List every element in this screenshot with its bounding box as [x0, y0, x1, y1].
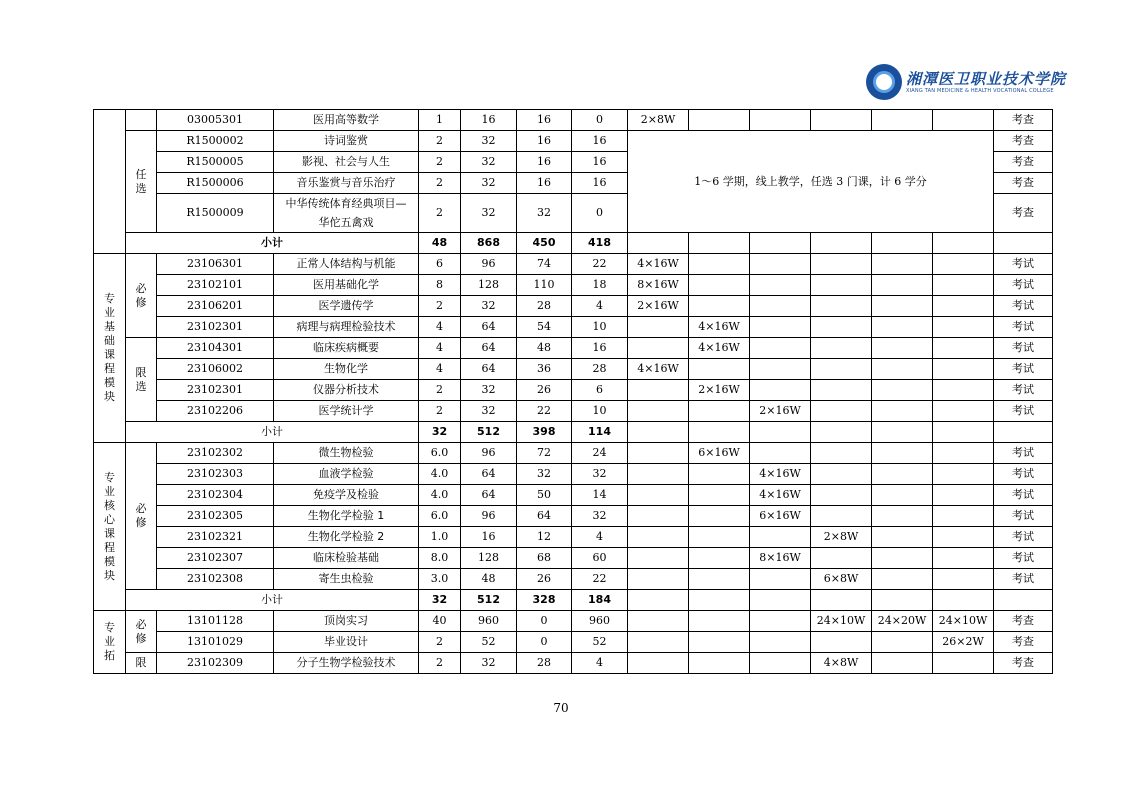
practice-hours: 32	[572, 506, 628, 527]
practice-hours: 960	[572, 611, 628, 632]
assessment: 考试	[994, 317, 1053, 338]
semester-3: 6×16W	[750, 506, 811, 527]
assessment: 考试	[994, 401, 1053, 422]
course-code: 23104301	[157, 338, 274, 359]
theory-hours: 72	[517, 443, 572, 464]
course-name: 影视、社会与人生	[274, 152, 419, 173]
credit: 4.0	[419, 464, 461, 485]
theory-hours: 48	[517, 338, 572, 359]
category-cell	[94, 110, 126, 254]
course-name: 音乐鉴赏与音乐治疗	[274, 173, 419, 194]
group-cell: 限	[126, 653, 157, 674]
course-code: 23102303	[157, 464, 274, 485]
college-name-en: XIANG TAN MEDICINE & HEALTH VOCATIONAL COLLEGE	[906, 87, 1054, 94]
credit: 2	[419, 173, 461, 194]
assessment: 考试	[994, 506, 1053, 527]
course-code: 23102301	[157, 380, 274, 401]
semester-4: 4×8W	[811, 653, 872, 674]
course-code: R1500009	[157, 194, 274, 233]
assessment: 考试	[994, 380, 1053, 401]
total-hours: 32	[461, 296, 517, 317]
subtotal-practice: 184	[572, 590, 628, 611]
course-code: 23102309	[157, 653, 274, 674]
course-code: 03005301	[157, 110, 274, 131]
semester-1: 2×8W	[628, 110, 689, 131]
total-hours: 64	[461, 338, 517, 359]
credit: 2	[419, 296, 461, 317]
practice-hours: 4	[572, 527, 628, 548]
credit: 6.0	[419, 443, 461, 464]
table-row	[94, 485, 1053, 506]
theory-hours: 32	[517, 194, 572, 233]
semester-3: 2×16W	[750, 401, 811, 422]
practice-hours: 52	[572, 632, 628, 653]
course-name: 诗词鉴赏	[274, 131, 419, 152]
course-code: 23106002	[157, 359, 274, 380]
semester-1: 2×16W	[628, 296, 689, 317]
course-name: 顶岗实习	[274, 611, 419, 632]
theory-hours: 50	[517, 485, 572, 506]
assessment: 考试	[994, 275, 1053, 296]
total-hours: 32	[461, 380, 517, 401]
credit: 1.0	[419, 527, 461, 548]
practice-hours: 4	[572, 296, 628, 317]
theory-hours: 28	[517, 296, 572, 317]
assessment: 考试	[994, 527, 1053, 548]
table-row	[94, 548, 1053, 569]
course-code: 23102302	[157, 443, 274, 464]
subtotal-label: 小计	[126, 422, 419, 443]
course-code: R1500006	[157, 173, 274, 194]
assessment: 考试	[994, 296, 1053, 317]
semester-4: 2×8W	[811, 527, 872, 548]
subtotal-label: 小计	[126, 590, 419, 611]
total-hours: 960	[461, 611, 517, 632]
theory-hours: 68	[517, 548, 572, 569]
table-row	[94, 275, 1053, 296]
category-cell: 专业基础课程模块	[94, 254, 126, 443]
credit: 4	[419, 359, 461, 380]
table-row	[94, 653, 1053, 674]
practice-hours: 28	[572, 359, 628, 380]
credit: 2	[419, 194, 461, 233]
credit: 8	[419, 275, 461, 296]
course-code: 13101128	[157, 611, 274, 632]
credit: 4	[419, 317, 461, 338]
total-hours: 64	[461, 485, 517, 506]
practice-hours: 16	[572, 173, 628, 194]
course-code: 23102308	[157, 569, 274, 590]
course-name: 中华传统体育经典项目—华佗五禽戏	[274, 194, 419, 233]
group-cell: 必修	[126, 443, 157, 590]
total-hours: 32	[461, 173, 517, 194]
college-logo	[866, 64, 1066, 100]
table-row	[94, 254, 1053, 275]
total-hours: 96	[461, 254, 517, 275]
practice-hours: 6	[572, 380, 628, 401]
subtotal-credit: 48	[419, 233, 461, 254]
semester-1: 8×16W	[628, 275, 689, 296]
theory-hours: 16	[517, 131, 572, 152]
theory-hours: 26	[517, 569, 572, 590]
table-row	[94, 611, 1053, 632]
course-name: 仪器分析技术	[274, 380, 419, 401]
credit: 4	[419, 338, 461, 359]
group-cell: 任选	[126, 131, 157, 233]
assessment: 考试	[994, 338, 1053, 359]
assessment: 考试	[994, 443, 1053, 464]
semester-1: 4×16W	[628, 359, 689, 380]
credit: 40	[419, 611, 461, 632]
assessment: 考试	[994, 548, 1053, 569]
course-name: 临床疾病概要	[274, 338, 419, 359]
total-hours: 96	[461, 506, 517, 527]
practice-hours: 14	[572, 485, 628, 506]
practice-hours: 0	[572, 194, 628, 233]
course-name: 临床检验基础	[274, 548, 419, 569]
course-name: 血液学检验	[274, 464, 419, 485]
course-code: 23102206	[157, 401, 274, 422]
credit: 3.0	[419, 569, 461, 590]
table-row	[94, 317, 1053, 338]
semester-4: 6×8W	[811, 569, 872, 590]
college-emblem-icon	[866, 64, 902, 100]
theory-hours: 32	[517, 464, 572, 485]
course-name: 微生物检验	[274, 443, 419, 464]
course-name: 毕业设计	[274, 632, 419, 653]
total-hours: 64	[461, 464, 517, 485]
credit: 2	[419, 653, 461, 674]
theory-hours: 22	[517, 401, 572, 422]
theory-hours: 0	[517, 611, 572, 632]
assessment: 考试	[994, 464, 1053, 485]
credit: 6.0	[419, 506, 461, 527]
subtotal-label: 小计	[126, 233, 419, 254]
assessment: 考查	[994, 194, 1053, 233]
elective-note: 1～6 学期，线上教学，任选 3 门课，计 6 学分	[628, 131, 994, 233]
course-name: 生物化学检验 1	[274, 506, 419, 527]
subtotal-row	[94, 590, 1053, 611]
assessment: 考试	[994, 254, 1053, 275]
course-name: 正常人体结构与机能	[274, 254, 419, 275]
theory-hours: 64	[517, 506, 572, 527]
assessment: 考试	[994, 569, 1053, 590]
assessment: 考查	[994, 653, 1053, 674]
total-hours: 64	[461, 317, 517, 338]
group-cell: 必修	[126, 611, 157, 653]
total-hours: 64	[461, 359, 517, 380]
course-code: 23102101	[157, 275, 274, 296]
credit: 2	[419, 152, 461, 173]
total-hours: 32	[461, 653, 517, 674]
table-row	[94, 380, 1053, 401]
credit: 2	[419, 380, 461, 401]
group-cell: 限选	[126, 338, 157, 422]
semester-2: 4×16W	[689, 338, 750, 359]
credit: 4.0	[419, 485, 461, 506]
course-name: 生物化学	[274, 359, 419, 380]
practice-hours: 32	[572, 464, 628, 485]
table-row	[94, 506, 1053, 527]
semester-2: 4×16W	[689, 317, 750, 338]
page-number: 70	[553, 701, 569, 715]
table-row	[94, 527, 1053, 548]
assessment: 考查	[994, 611, 1053, 632]
course-name: 医用基础化学	[274, 275, 419, 296]
assessment: 考查	[994, 632, 1053, 653]
total-hours: 32	[461, 194, 517, 233]
total-hours: 48	[461, 569, 517, 590]
semester-5: 24×20W	[872, 611, 933, 632]
subtotal-practice: 418	[572, 233, 628, 254]
subtotal-credit: 32	[419, 422, 461, 443]
table-row	[94, 131, 1053, 152]
theory-hours: 110	[517, 275, 572, 296]
practice-hours: 22	[572, 569, 628, 590]
course-code: 23106301	[157, 254, 274, 275]
practice-hours: 4	[572, 653, 628, 674]
theory-hours: 16	[517, 110, 572, 131]
assessment: 考查	[994, 152, 1053, 173]
practice-hours: 10	[572, 401, 628, 422]
subtotal-theory: 398	[517, 422, 572, 443]
table-row	[94, 632, 1053, 653]
semester-6: 26×2W	[933, 632, 994, 653]
table-row	[94, 359, 1053, 380]
practice-hours: 60	[572, 548, 628, 569]
credit: 1	[419, 110, 461, 131]
theory-hours: 28	[517, 653, 572, 674]
course-name: 寄生虫检验	[274, 569, 419, 590]
course-code: R1500005	[157, 152, 274, 173]
total-hours: 16	[461, 110, 517, 131]
practice-hours: 16	[572, 152, 628, 173]
assessment: 考查	[994, 131, 1053, 152]
credit: 8.0	[419, 548, 461, 569]
semester-3: 8×16W	[750, 548, 811, 569]
subtotal-credit: 32	[419, 590, 461, 611]
subtotal-row	[94, 233, 1053, 254]
total-hours: 32	[461, 131, 517, 152]
course-name: 生物化学检验 2	[274, 527, 419, 548]
semester-2: 2×16W	[689, 380, 750, 401]
course-name: 免疫学及检验	[274, 485, 419, 506]
table-row	[94, 296, 1053, 317]
theory-hours: 26	[517, 380, 572, 401]
course-code: 23102304	[157, 485, 274, 506]
total-hours: 16	[461, 527, 517, 548]
category-cell: 专业核心课程模块	[94, 443, 126, 611]
course-name: 医学统计学	[274, 401, 419, 422]
table-row	[94, 443, 1053, 464]
table-row	[94, 110, 1053, 131]
subtotal-hours: 512	[461, 422, 517, 443]
course-code: R1500002	[157, 131, 274, 152]
semester-4: 24×10W	[811, 611, 872, 632]
semester-3: 4×16W	[750, 464, 811, 485]
practice-hours: 24	[572, 443, 628, 464]
total-hours: 32	[461, 401, 517, 422]
theory-hours: 0	[517, 632, 572, 653]
total-hours: 128	[461, 548, 517, 569]
course-code: 23106201	[157, 296, 274, 317]
college-name-cn: 湘潭医卫职业技术学院	[906, 69, 1067, 88]
subtotal-hours: 868	[461, 233, 517, 254]
subtotal-theory: 450	[517, 233, 572, 254]
semester-2: 6×16W	[689, 443, 750, 464]
course-code: 13101029	[157, 632, 274, 653]
assessment: 考查	[994, 110, 1053, 131]
total-hours: 32	[461, 152, 517, 173]
credit: 6	[419, 254, 461, 275]
subtotal-practice: 114	[572, 422, 628, 443]
practice-hours: 22	[572, 254, 628, 275]
table-row	[94, 464, 1053, 485]
practice-hours: 0	[572, 110, 628, 131]
practice-hours: 16	[572, 131, 628, 152]
course-code: 23102321	[157, 527, 274, 548]
subtotal-theory: 328	[517, 590, 572, 611]
course-code: 23102305	[157, 506, 274, 527]
practice-hours: 16	[572, 338, 628, 359]
category-cell: 专业拓	[94, 611, 126, 674]
course-name: 医用高等数学	[274, 110, 419, 131]
total-hours: 52	[461, 632, 517, 653]
credit: 2	[419, 632, 461, 653]
assessment: 考试	[994, 485, 1053, 506]
assessment: 考试	[994, 359, 1053, 380]
practice-hours: 10	[572, 317, 628, 338]
table-row	[94, 569, 1053, 590]
theory-hours: 54	[517, 317, 572, 338]
semester-1: 4×16W	[628, 254, 689, 275]
theory-hours: 16	[517, 152, 572, 173]
credit: 2	[419, 401, 461, 422]
semester-3: 4×16W	[750, 485, 811, 506]
course-name: 医学遗传学	[274, 296, 419, 317]
theory-hours: 16	[517, 173, 572, 194]
semester-6: 24×10W	[933, 611, 994, 632]
total-hours: 128	[461, 275, 517, 296]
table-row	[94, 338, 1053, 359]
total-hours: 96	[461, 443, 517, 464]
subtotal-hours: 512	[461, 590, 517, 611]
course-name: 病理与病理检验技术	[274, 317, 419, 338]
group-cell: 必修	[126, 254, 157, 338]
assessment: 考查	[994, 173, 1053, 194]
table-row	[94, 401, 1053, 422]
curriculum-table	[93, 109, 1053, 674]
course-code: 23102301	[157, 317, 274, 338]
theory-hours: 36	[517, 359, 572, 380]
theory-hours: 74	[517, 254, 572, 275]
subtotal-row	[94, 422, 1053, 443]
credit: 2	[419, 131, 461, 152]
practice-hours: 18	[572, 275, 628, 296]
course-code: 23102307	[157, 548, 274, 569]
theory-hours: 12	[517, 527, 572, 548]
course-name: 分子生物学检验技术	[274, 653, 419, 674]
